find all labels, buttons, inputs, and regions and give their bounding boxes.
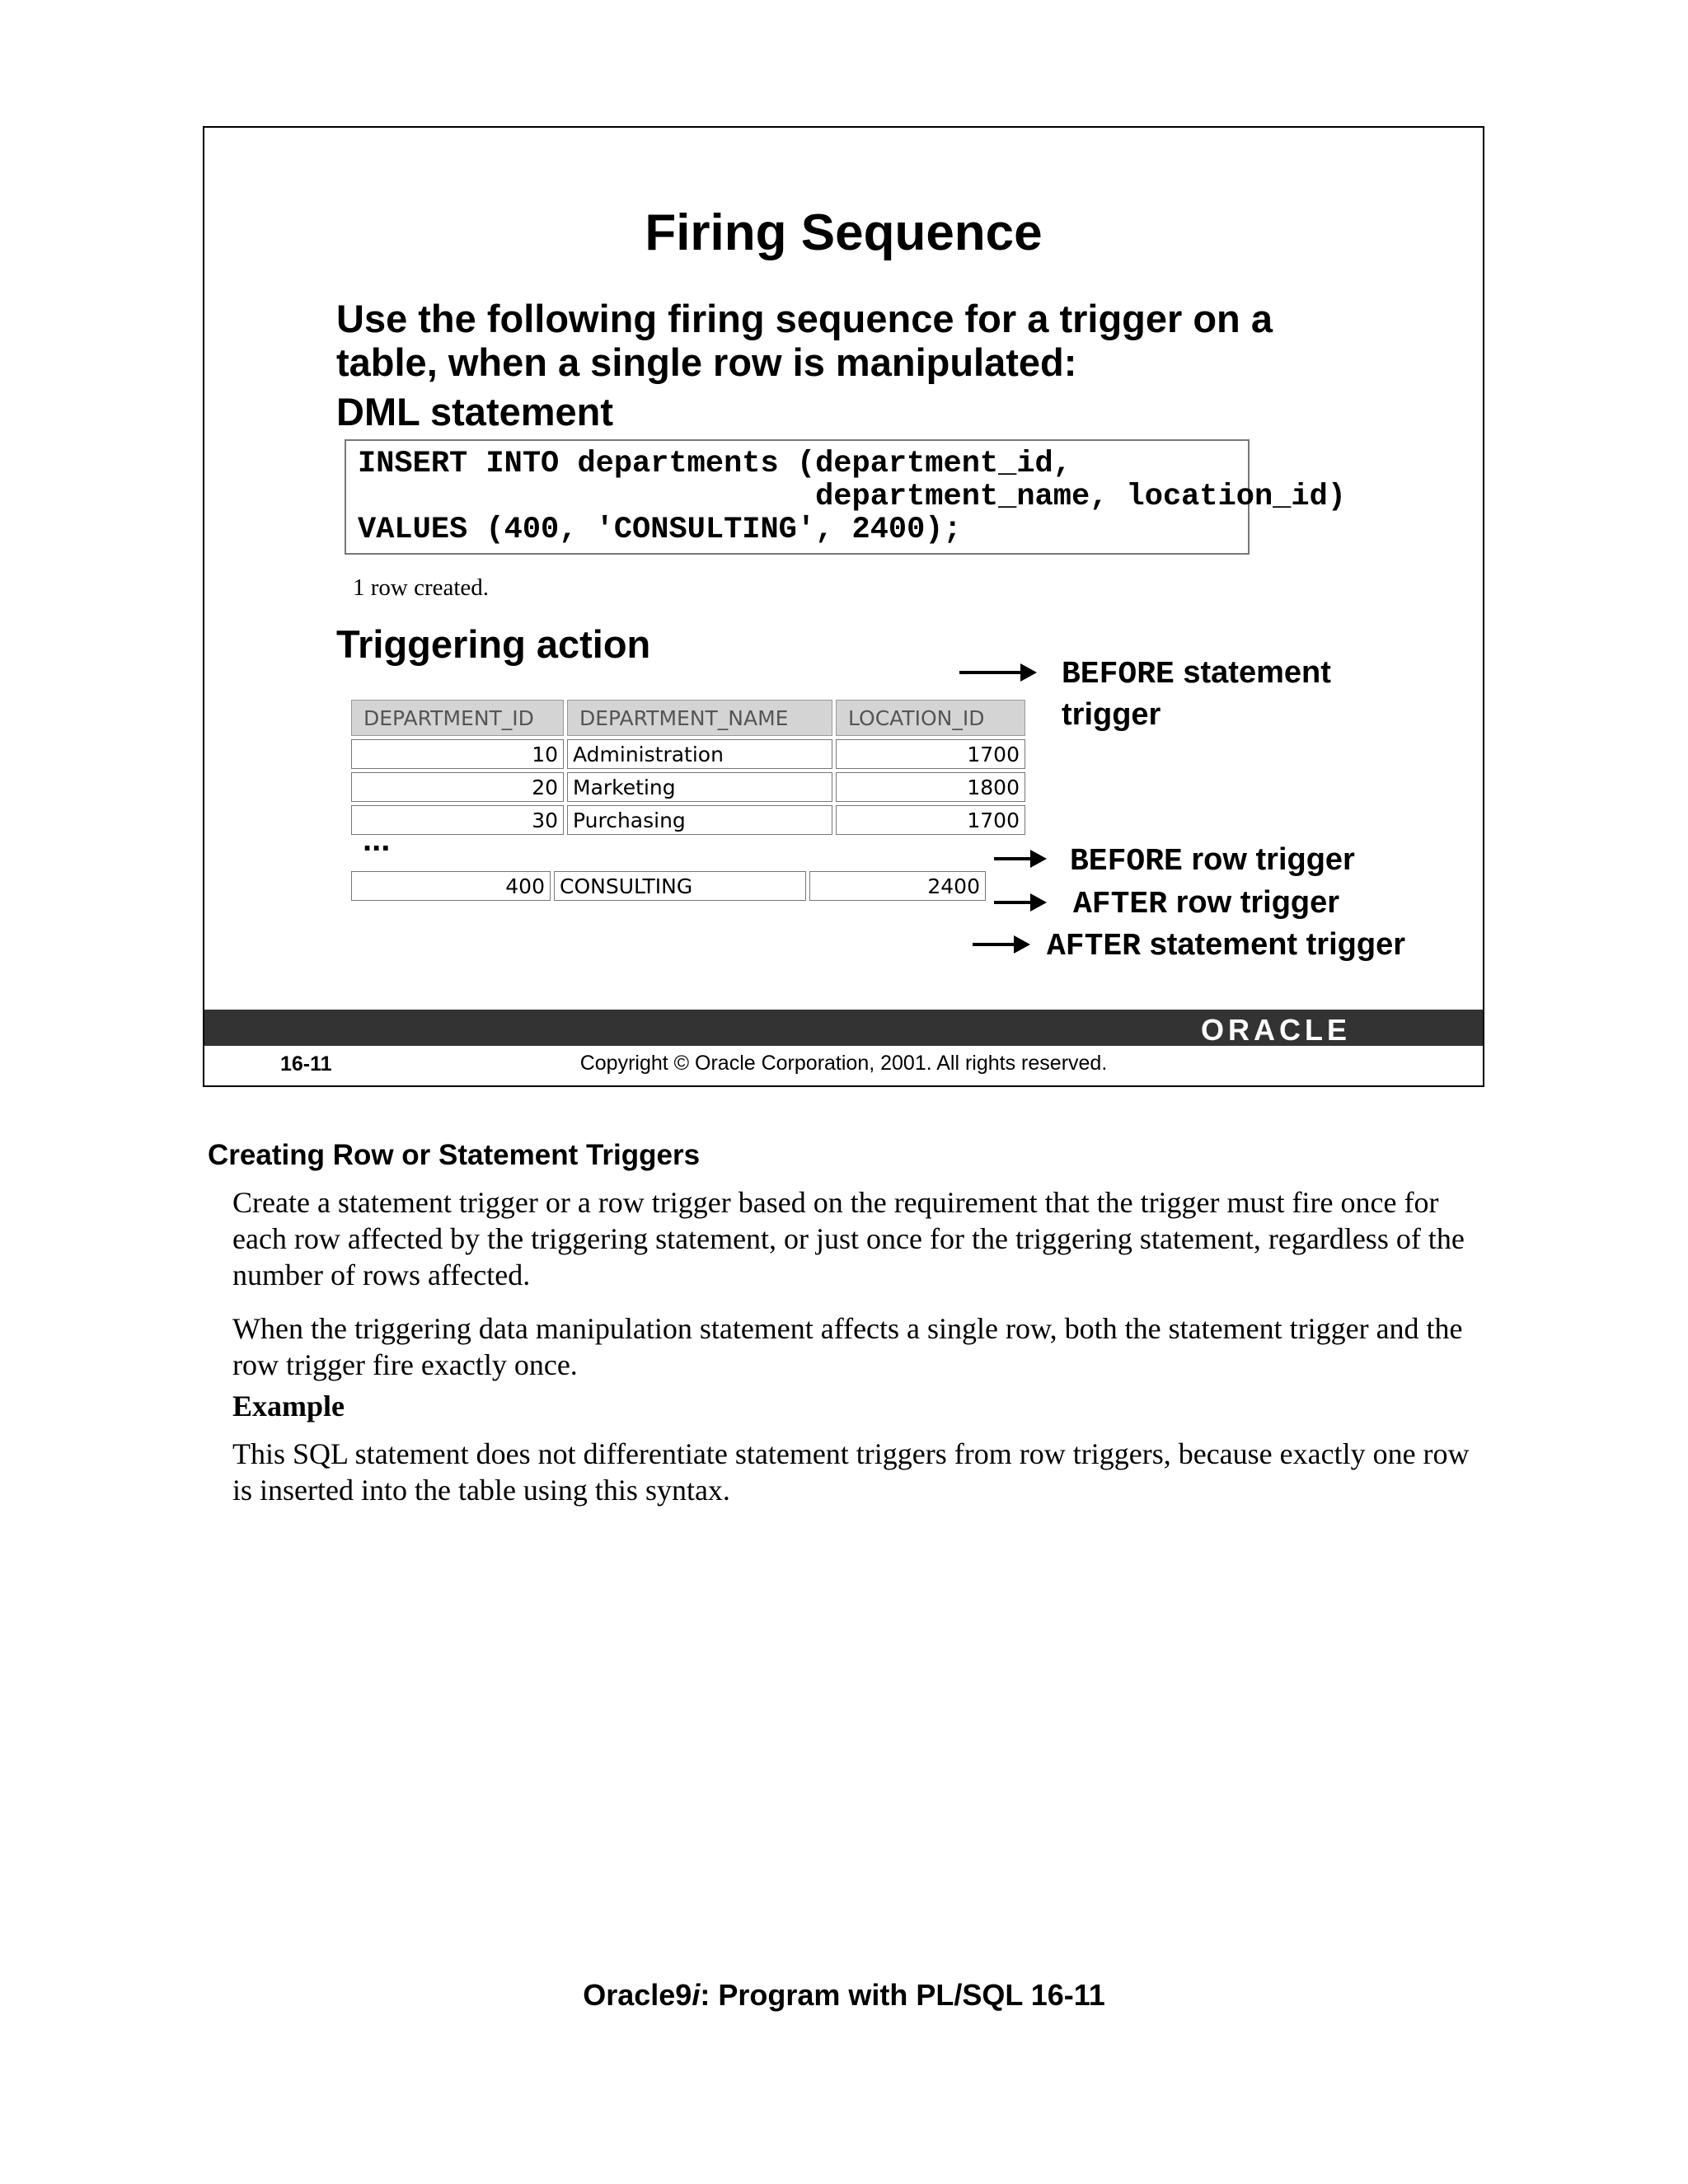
annotation-after-row-trigger: AFTER row trigger <box>1073 885 1340 922</box>
triggering-action-label: Triggering action <box>336 622 651 666</box>
slide-number: 16-11 <box>280 1052 332 1076</box>
cell-department-name: Marketing <box>567 772 832 802</box>
departments-table <box>348 696 1029 838</box>
annotation-before-statement-trigger: BEFORE statement trigger <box>1062 655 1331 732</box>
example-heading: Example <box>232 1390 345 1422</box>
slide <box>203 126 1484 1087</box>
cell-location-id: 1800 <box>836 772 1025 802</box>
notes-paragraph: This SQL statement does not differentiate statement triggers from row triggers, because exactly one row is inserted into the table using this syntax. <box>232 1437 1470 1507</box>
cell-location-id: 1700 <box>836 805 1025 835</box>
slide-title: Firing Sequence <box>645 204 1043 261</box>
cell-department-name: Administration <box>567 739 832 769</box>
column-header-department-id: DEPARTMENT_ID <box>351 700 564 736</box>
cell-department-id: 10 <box>351 739 564 769</box>
notes-heading: Creating Row or Statement Triggers <box>208 1139 701 1171</box>
cell-department-name: CONSULTING <box>554 871 806 901</box>
arrow-after-row-icon <box>994 901 1035 904</box>
table-row <box>351 805 1025 835</box>
cell-department-id: 400 <box>351 871 551 901</box>
table-row <box>351 871 986 901</box>
dml-statement-label: DML statement <box>336 390 614 434</box>
cell-location-id: 1700 <box>836 739 1025 769</box>
after-keyword: AFTER <box>1047 929 1142 964</box>
table-row <box>351 772 1025 802</box>
slide-intro: Use the following firing sequence for a trigger on a table, when a single row is manipulated: <box>336 297 1273 384</box>
notes-paragraph: Create a statement trigger or a row trigger based on the requirement that the trigger must fire once for each row affected by the triggering statement, or just once for the triggering statement, regardless of the number of rows affected. <box>232 1186 1465 1291</box>
before-keyword: BEFORE <box>1070 844 1183 879</box>
cell-department-id: 30 <box>351 805 564 835</box>
arrow-before-row-icon <box>994 857 1035 860</box>
arrow-after-statement-icon <box>973 943 1019 946</box>
cell-department-name: Purchasing <box>567 805 832 835</box>
arrow-before-statement-icon <box>959 671 1025 674</box>
notes-paragraph: When the triggering data manipulation statement affects a single row, both the statement trigger and the row trigger fire exactly once. <box>232 1312 1463 1381</box>
before-keyword: BEFORE <box>1062 657 1175 692</box>
annotation-before-row-trigger: BEFORE row trigger <box>1070 842 1355 879</box>
cell-location-id: 2400 <box>809 871 986 901</box>
oracle-logo: ORACLE <box>1201 1013 1351 1047</box>
cell-department-id: 20 <box>351 772 564 802</box>
table-ellipsis: ... <box>363 822 391 858</box>
departments-table-new-row <box>348 868 989 904</box>
column-header-department-name: DEPARTMENT_NAME <box>567 700 832 736</box>
result-message: 1 row created. <box>353 574 490 601</box>
column-header-location-id: LOCATION_ID <box>836 700 1025 736</box>
after-keyword: AFTER <box>1073 887 1168 922</box>
copyright-text: Copyright © Oracle Corporation, 2001. All rights reserved. <box>579 1052 1108 1075</box>
table-row <box>351 739 1025 769</box>
sql-code-box: INSERT INTO departments (department_id, department_name, location_id) VALUES (400, 'CONSULTING', 2400); <box>345 439 1250 555</box>
annotation-after-statement-trigger: AFTER statement trigger <box>1047 927 1405 964</box>
page-footer: Oracle9i: Program with PL/SQL 16-11 <box>583 1978 1105 2012</box>
